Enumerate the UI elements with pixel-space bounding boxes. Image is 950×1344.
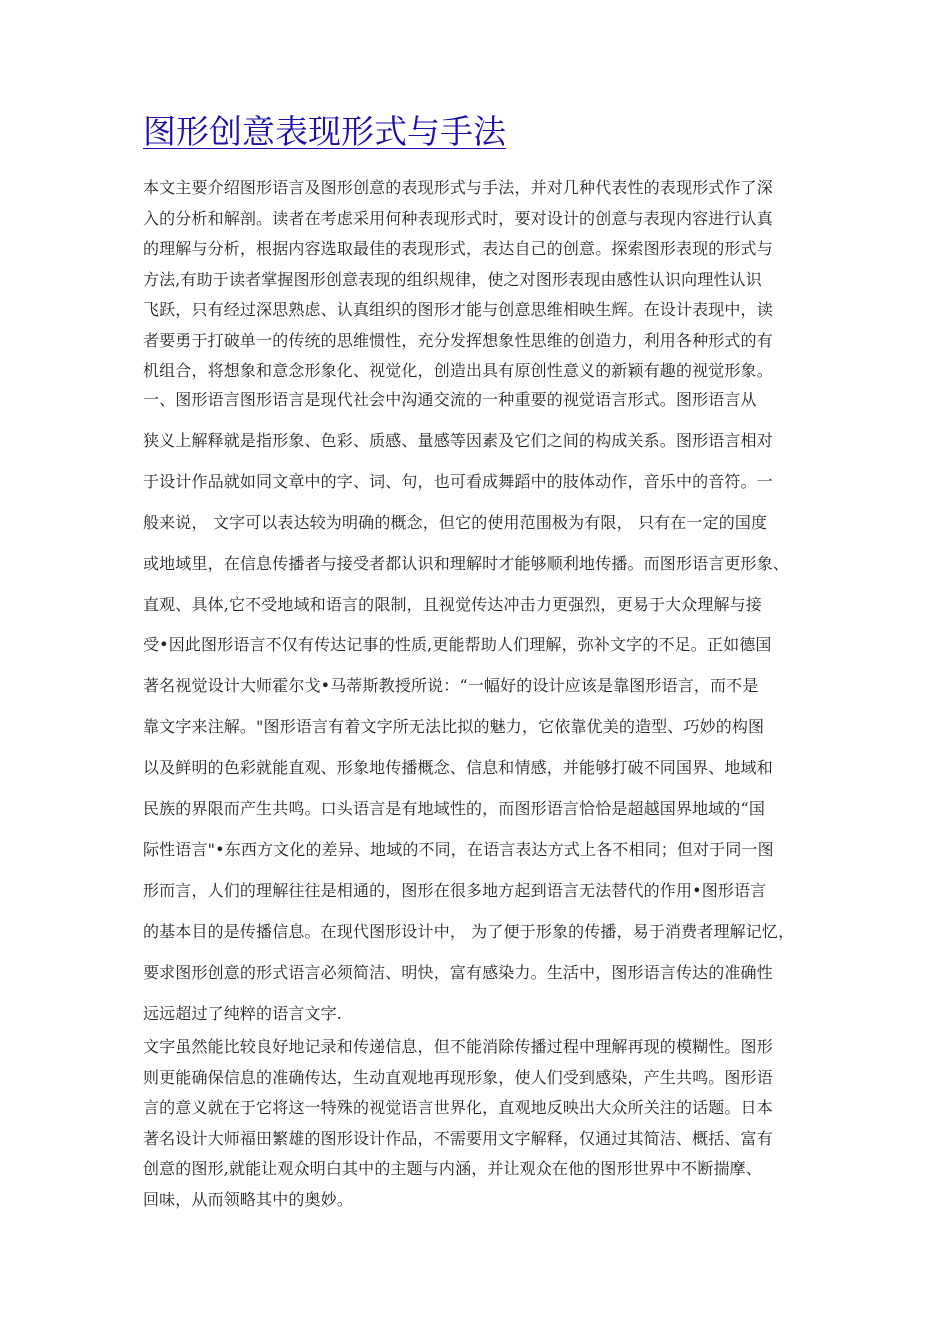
section-1-line: 或地域里，在信息传播者与接受者都认识和理解时才能够顺利地传播。而图形语言更形象、 <box>143 553 790 573</box>
section-1-line: 直观、具体,它不受地域和语言的限制，且视觉传达冲击力更强烈，更易于大众理解与接 <box>143 594 762 614</box>
intro-line: 者要勇于打破单一的传统的思维惯性，充分发挥想象性思维的创造力，利用各种形式的有 <box>143 330 773 350</box>
section-2-line: 著名设计大师福田繁雄的图形设计作品，不需要用文字解释，仅通过其简洁、概括、富有 <box>143 1128 773 1148</box>
section-2-line: 回味，从而领略其中的奥妙。 <box>143 1189 353 1209</box>
intro-line: 的理解与分析，根据内容选取最佳的表现形式，表达自己的创意。探索图形表现的形式与 <box>143 239 773 258</box>
section-1-line: 际性语言"•东西方文化的差异、地域的不同，在语言表达方式上各不相同；但对于同一图 <box>143 839 774 859</box>
section-1-line: 要求图形创意的形式语言必须简洁、明快，富有感染力。生活中，图形语言传达的准确性 <box>143 962 773 982</box>
section-1-line: 以及鲜明的色彩就能直观、形象地传播概念、信息和情感，并能够打破不同国界、地域和 <box>143 758 773 778</box>
section-1-line: 著名视觉设计大师霍尔戈•马蒂斯教授所说：“一幅好的设计应该是靠图形语言，而不是 <box>143 676 759 696</box>
section-1-line: 民族的界限而产生共鸣。口头语言是有地域性的，而图形语言恰恰是超越国界地域的“国 <box>143 799 766 818</box>
section-1-line: 的基本目的是传播信息。在现代图形设计中， 为了便于形象的传播，易于消费者理解记忆， <box>143 921 795 941</box>
section-2-line: 创意的图形,就能让观众明白其中的主题与内涵，并让观众在他的图形世界中不断揣摩、 <box>143 1159 762 1178</box>
section-1-line: 于设计作品就如同文章中的字、词、句，也可看成舞蹈中的肢体动作，音乐中的音符。一 <box>143 471 773 491</box>
section-2-line: 言的意义就在于它将这一特殊的视觉语言世界化，直观地反映出大众所关注的话题。日本 <box>143 1098 773 1117</box>
section-1-line: 形而言，人们的理解往往是相通的，图形在很多地方起到语言无法替代的作用•图形语言 <box>143 880 767 900</box>
intro-line: 方法,有助于读者掌握图形创意表现的组织规律，使之对图形表现由感性认识向理性认识 <box>143 269 762 289</box>
intro-line: 机组合，将想象和意念形象化、视觉化，创造出具有原创性意义的新颖有趣的视觉形象。 <box>143 361 773 380</box>
intro-line: 入的分析和解剖。读者在考虑采用何种表现形式时，要对设计的创意与表现内容进行认真 <box>143 208 773 228</box>
section-2-line: 文字虽然能比较良好地记录和传递信息，但不能消除传播过程中理解再现的模糊性。图形 <box>143 1037 773 1056</box>
section-1-line: 一、图形语言图形语言是现代社会中沟通交流的一种重要的视觉语言形式。图形语言从 <box>143 390 757 409</box>
section-1-line: 狭义上解释就是指形象、色彩、质感、量感等因素及它们之间的构成关系。图形语言相对 <box>143 430 773 450</box>
section-1-line: 受•因此图形语言不仅有传达记事的性质,更能帮助人们理解，弥补文字的不足。正如德国 <box>143 635 772 655</box>
section-2-line: 则更能确保信息的准确传达，生动直观地再现形象，使人们受到感染，产生共鸣。图形语 <box>143 1067 773 1087</box>
document-title-link[interactable]: 图形创意表现形式与手法 <box>143 112 506 151</box>
section-1-line: 靠文字来注解。"图形语言有着文字所无法比拟的魅力，它依靠优美的造型、巧妙的构图 <box>143 717 765 737</box>
section-1-line: 般来说， 文字可以表达较为明确的概念，但它的使用范围极为有限， 只有在一定的国度 <box>143 512 768 532</box>
intro-line: 本文主要介绍图形语言及图形创意的表现形式与手法，并对几种代表性的表现形式作了深 <box>143 178 773 197</box>
section-1-line: 远远超过了纯粹的语言文字. <box>143 1003 343 1023</box>
intro-line: 飞跃，只有经过深思熟虑、认真组织的图形才能与创意思维相映生辉。在设计表现中，读 <box>143 300 773 319</box>
